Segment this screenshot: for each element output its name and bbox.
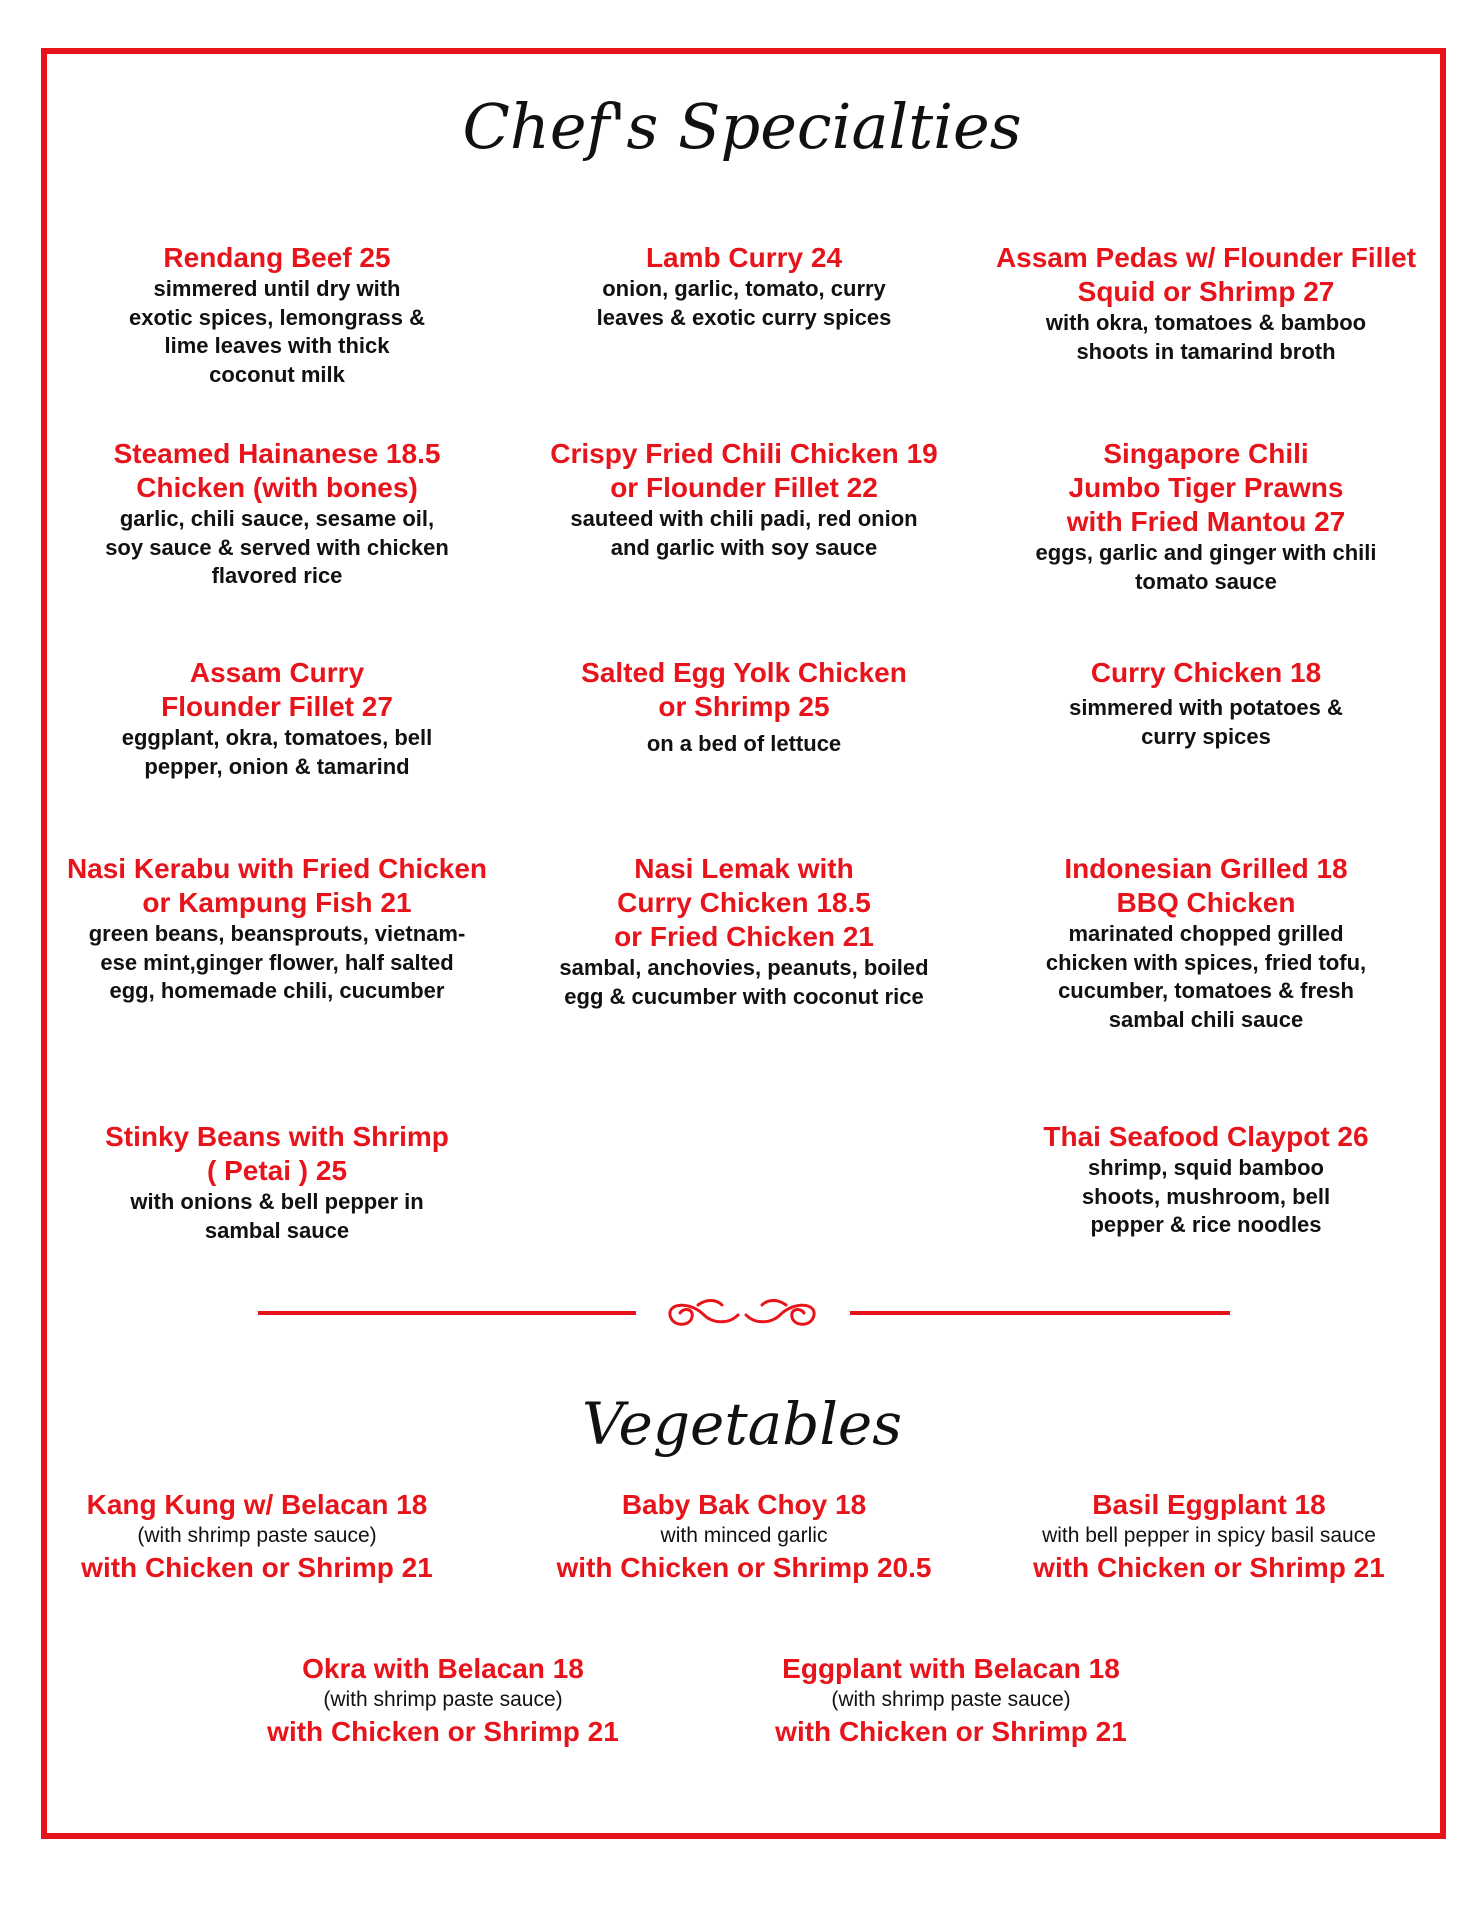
item-description: garlic, chili sauce, sesame oil, soy sauce & served with chicken flavored rice [105,506,449,588]
menu-item [514,852,974,1011]
item-description: shrimp, squid bamboo shoots, mushroom, bell pepper & rice noodles [1081,1155,1331,1237]
item-name: Thai Seafood Claypot 26 [1043,1121,1369,1152]
item-name: Assam Pedas w/ Flounder Fillet Squid or Shrimp 27 [995,242,1417,307]
item-description: (with shrimp paste sauce) [323,1688,563,1711]
item-description: sauteed with chili padi, red onion and garlic with soy sauce [570,506,918,560]
vegetable-item [213,1652,673,1750]
vegetables-title: Vegetables [582,1390,902,1458]
menu-item [47,852,507,1006]
vegetable-item [721,1652,1181,1750]
item-description: simmered with potatoes & curry spices [1069,695,1343,749]
menu-item [47,1120,507,1245]
menu-item [47,241,507,389]
item-name: Basil Eggplant 18 [1092,1489,1326,1520]
item-description: with okra, tomatoes & bamboo shoots in tamarind broth [1045,310,1367,364]
vegetable-item [979,1488,1439,1586]
item-description: marinated chopped grilled chicken with spices, fried tofu, cucumber, tomatoes & fresh sambal chili sauce [1045,921,1367,1032]
flourish-icon [670,1301,814,1325]
item-name: Kang Kung w/ Belacan 18 [86,1489,428,1520]
item-name: Steamed Hainanese 18.5 Chicken (with bones) [113,438,441,503]
item-name: Salted Egg Yolk Chicken or Shrimp 25 [581,657,907,722]
item-name: Curry Chicken 18 [1090,657,1322,688]
menu-item [514,241,974,332]
menu-item [47,437,507,591]
item-name: Okra with Belacan 18 [302,1653,584,1684]
item-description: green beans, beansprouts, vietnam- ese mint,ginger flower, half salted egg, homemade chili, cucumber [88,921,466,1003]
item-name: Baby Bak Choy 18 [621,1489,867,1520]
menu-item [976,852,1436,1034]
item-description: (with shrimp paste sauce) [831,1688,1071,1711]
item-description: with bell pepper in spicy basil sauce [1042,1524,1376,1547]
ornamental-divider [0,1293,1484,1333]
item-description: with onions & bell pepper in sambal sauce [130,1189,424,1243]
menu-item [971,241,1441,366]
item-description: with minced garlic [660,1524,828,1547]
chefs-specialties-title: Chef's Specialties [462,90,1022,163]
item-name: Crispy Fried Chili Chicken 19 or Flounder Fillet 22 [550,438,938,503]
item-description: sambal, anchovies, peanuts, boiled egg & cucumber with coconut rice [559,955,929,1009]
item-description: onion, garlic, tomato, curry leaves & exotic curry spices [596,276,892,330]
menu-item [514,437,974,562]
item-description: eggs, garlic and ginger with chili tomato sauce [1035,540,1377,594]
item-addon-price: with Chicken or Shrimp 20.5 [556,1552,932,1583]
menu-item [514,656,974,759]
item-name: Nasi Lemak with Curry Chicken 18.5 or Fried Chicken 21 [614,853,874,952]
item-name: Assam Curry Flounder Fillet 27 [161,657,393,722]
item-name: Lamb Curry 24 [645,242,843,273]
vegetable-item [27,1488,487,1586]
item-addon-price: with Chicken or Shrimp 21 [267,1716,619,1747]
item-name: Eggplant with Belacan 18 [782,1653,1120,1684]
item-addon-price: with Chicken or Shrimp 21 [775,1716,1127,1747]
menu-item [976,656,1436,751]
item-name: Nasi Kerabu with Fried Chicken or Kampung Fish 21 [66,853,488,918]
menu-item [976,1120,1436,1240]
item-name: Indonesian Grilled 18 BBQ Chicken [1064,853,1348,918]
menu-item [976,437,1436,596]
vegetable-item [514,1488,974,1586]
item-name: Singapore Chili Jumbo Tiger Prawns with Fried Mantou 27 [1066,438,1346,537]
item-description: eggplant, okra, tomatoes, bell pepper, onion & tamarind [121,725,433,779]
item-description: simmered until dry with exotic spices, lemongrass & lime leaves with thick coconut milk [129,276,425,387]
item-description: on a bed of lettuce [646,731,842,756]
item-addon-price: with Chicken or Shrimp 21 [81,1552,433,1583]
item-description: (with shrimp paste sauce) [137,1524,377,1547]
item-addon-price: with Chicken or Shrimp 21 [1033,1552,1385,1583]
item-name: Rendang Beef 25 [163,242,391,273]
item-name: Stinky Beans with Shrimp ( Petai ) 25 [105,1121,449,1186]
menu-item [47,656,507,781]
